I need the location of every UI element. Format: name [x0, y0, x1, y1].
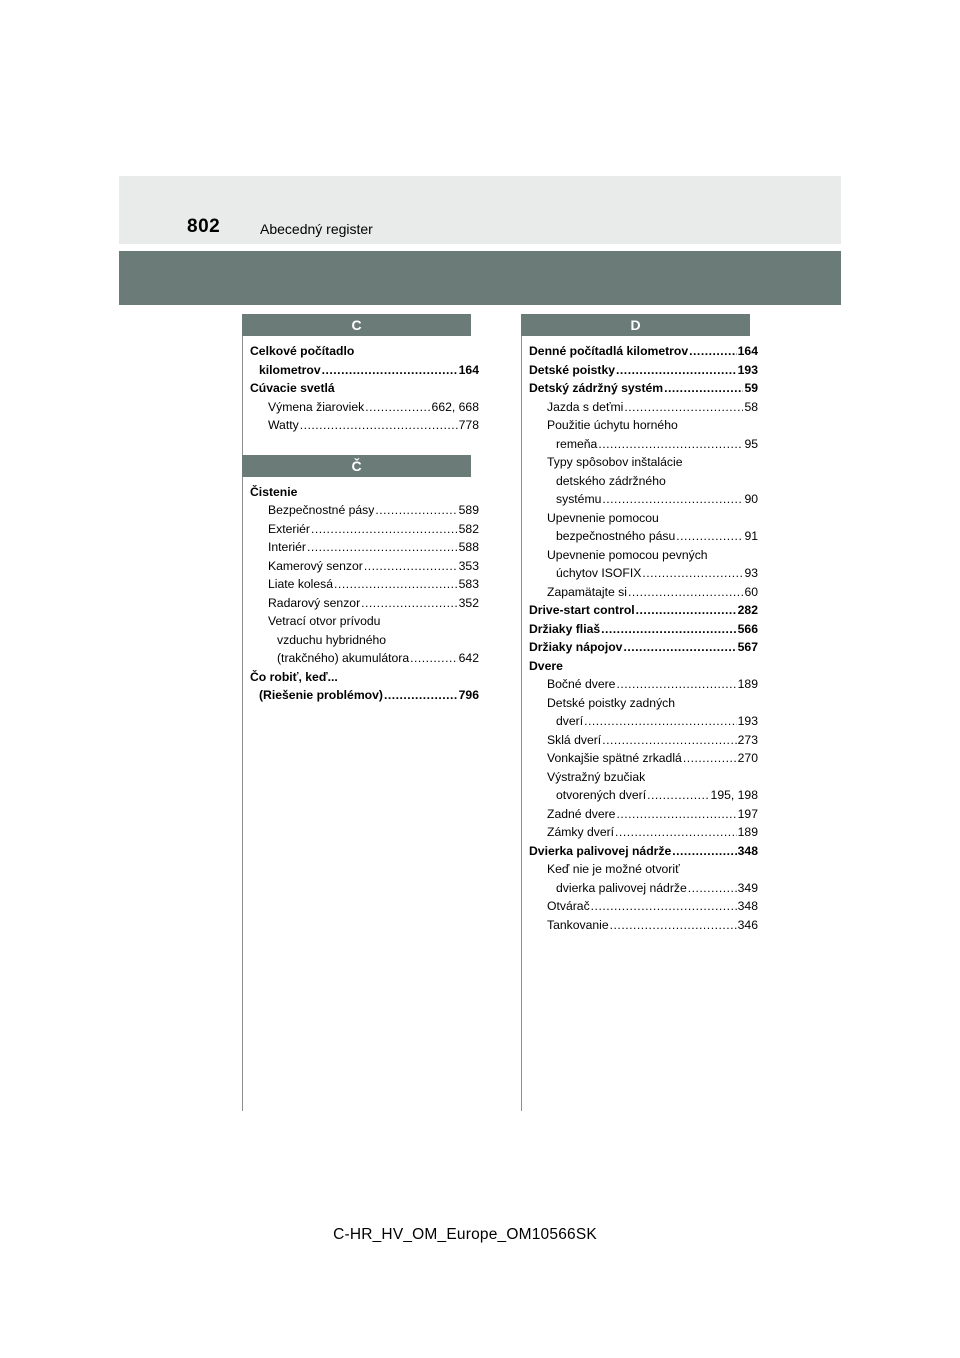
page-number: 802: [187, 216, 221, 237]
dot-leader: [616, 361, 737, 380]
index-entry-term: Použitie úchytu horného: [547, 418, 678, 432]
index-entry: [529, 527, 758, 546]
index-entry-page: 60: [744, 584, 758, 599]
index-entry: [250, 538, 479, 557]
index-entry-term: Cúvacie svetlá: [250, 381, 335, 395]
index-entry-term: Čo robiť, keď...: [250, 669, 338, 684]
index-entry-page: 59: [744, 381, 758, 395]
index-entry-page: 273: [737, 732, 758, 747]
index-column-left: [250, 314, 479, 705]
index-entry: [529, 472, 758, 491]
index-entry: [250, 612, 479, 631]
index-entry-page: 197: [737, 806, 758, 821]
index-entry-term: dvierka palivovej nádrže: [556, 880, 687, 895]
index-entry: [250, 649, 479, 668]
dot-leader: [365, 398, 430, 417]
index-entry: [529, 638, 758, 657]
index-entry: [250, 361, 479, 380]
index-entry: [529, 620, 758, 639]
dot-leader: [615, 823, 737, 842]
index-entry: [250, 520, 479, 539]
index-entry-page: 91: [744, 529, 758, 543]
index-entry-page: 583: [458, 577, 479, 591]
index-entry: [250, 379, 479, 398]
dot-leader: [610, 916, 737, 935]
index-entry: [529, 398, 758, 417]
index-entry: [250, 668, 479, 687]
index-entry-term: Kamerový senzor: [268, 558, 363, 573]
dot-leader: [598, 435, 743, 454]
index-entry-term: Drive-start control: [529, 603, 635, 617]
dot-leader: [591, 897, 737, 916]
right-column-rule: [521, 314, 522, 1111]
dot-leader: [322, 361, 458, 380]
index-entry-list: [529, 336, 758, 934]
index-entry-page: 189: [737, 825, 758, 839]
index-entry: [250, 501, 479, 520]
index-entry-page: 270: [737, 751, 758, 765]
index-entry-page: 348: [737, 843, 758, 858]
index-entry: [529, 786, 758, 805]
index-entry: [250, 557, 479, 576]
dot-leader: [584, 712, 737, 731]
index-entry: [529, 342, 758, 361]
index-entry-page: 589: [458, 503, 479, 517]
index-entry: [529, 879, 758, 898]
index-entry-term: Zadné dvere: [547, 806, 616, 821]
index-entry-page: 95: [744, 436, 758, 451]
index-entry-term: Dvere: [529, 658, 563, 673]
index-entry-term: Bezpečnostné pásy: [268, 503, 375, 517]
index-entry-term: Detské poistky zadných: [547, 695, 676, 710]
index-entry: [529, 694, 758, 713]
index-entry-term: kilometrov: [259, 362, 321, 377]
dot-leader: [601, 620, 737, 639]
index-entry-term: Vonkajšie spätné zrkadlá: [547, 751, 682, 765]
index-entry: [250, 575, 479, 594]
index-entry-term: Jazda s deťmi: [547, 399, 624, 414]
index-entry: [250, 594, 479, 613]
index-entry-term: Vetrací otvor prívodu: [268, 614, 381, 628]
index-entry-term: Watty: [268, 418, 299, 432]
index-entry: [529, 564, 758, 583]
index-entry-page: 353: [458, 558, 479, 573]
index-entry-term: Liate kolesá: [268, 577, 334, 591]
page-title: Abecedný register: [260, 221, 373, 237]
index-entry-term: Upevnenie pomocou: [547, 510, 659, 525]
left-column-rule: [242, 314, 243, 1111]
index-entry: [529, 657, 758, 676]
dot-leader: [676, 527, 743, 546]
index-entry: [529, 712, 758, 731]
section-letter-header: D: [521, 314, 750, 336]
index-entry-term: Upevnenie pomocou pevných: [547, 547, 708, 562]
index-entry-term: Držiaky nápojov: [529, 640, 623, 654]
header-band: [119, 176, 841, 244]
dot-leader: [375, 501, 457, 520]
dot-leader: [672, 842, 736, 861]
index-entry: [250, 342, 479, 361]
index-entry-term: Otvárač: [547, 899, 590, 913]
index-entry: [250, 398, 479, 417]
dot-leader: [624, 398, 743, 417]
dot-leader: [623, 638, 736, 657]
index-entry-page: 189: [737, 677, 758, 691]
index-entry-term: Interiér: [268, 540, 306, 554]
section-letter-header: C: [242, 314, 471, 336]
dot-leader: [683, 749, 737, 768]
index-entry-page: 58: [744, 399, 758, 414]
index-entry-list: [250, 477, 479, 705]
index-entry-page: 662, 668: [431, 399, 479, 414]
dot-leader: [616, 675, 736, 694]
index-entry: [529, 860, 758, 879]
index-entry-term: Držiaky fliaš: [529, 621, 601, 636]
index-entry: [250, 416, 479, 435]
index-entry-term: otvorených dverí: [556, 788, 647, 802]
dot-leader: [361, 594, 458, 613]
index-entry-term: úchytov ISOFIX: [556, 566, 642, 580]
index-entry: [529, 490, 758, 509]
index-entry-term: Sklá dverí: [547, 732, 602, 747]
index-entry: [529, 509, 758, 528]
index-entry-term: Denné počítadlá kilometrov: [529, 344, 689, 358]
index-entry-page: 642: [458, 651, 479, 665]
document-code: C-HR_HV_OM_Europe_OM10566SK: [333, 1226, 597, 1243]
index-entry-term: Dvierka palivovej nádrže: [529, 843, 672, 858]
index-entry-page: 588: [458, 540, 479, 554]
dot-leader: [364, 557, 458, 576]
index-entry: [529, 823, 758, 842]
index-column-right: [529, 314, 758, 934]
index-entry: [529, 601, 758, 620]
index-entry: [529, 435, 758, 454]
index-entry: [529, 675, 758, 694]
index-entry: [529, 546, 758, 565]
index-entry-page: 778: [458, 418, 479, 432]
index-entry-term: dverí: [556, 714, 584, 728]
index-entry: [529, 768, 758, 787]
index-entry-page: 193: [737, 362, 758, 377]
index-entry: [529, 842, 758, 861]
dot-leader: [300, 416, 458, 435]
dot-leader: [616, 805, 736, 824]
dot-leader: [602, 490, 743, 509]
index-entry-term: Čistenie: [250, 484, 298, 499]
index-entry: [529, 416, 758, 435]
index-entry-page: 582: [458, 521, 479, 536]
index-entry-term: (Riešenie problémov): [259, 688, 383, 702]
dot-leader: [410, 649, 458, 668]
index-entry-page: 346: [737, 917, 758, 932]
index-entry-term: Tankovanie: [547, 917, 609, 932]
index-entry: [529, 731, 758, 750]
index-entry-page: 164: [458, 362, 479, 377]
section-band: [119, 251, 841, 305]
dot-leader: [688, 879, 737, 898]
dot-leader: [647, 786, 709, 805]
index-entry-term: detského zádržného: [556, 473, 666, 488]
index-entry-term: Bočné dvere: [547, 677, 616, 691]
index-entry-term: (trakčného) akumulátora: [277, 651, 410, 665]
index-entry: [529, 361, 758, 380]
index-entry: [529, 916, 758, 935]
index-entry: [529, 805, 758, 824]
index-entry-term: Zapamätajte si: [547, 584, 627, 599]
index-entry-page: 348: [737, 899, 758, 913]
index-entry-page: 90: [744, 492, 758, 506]
index-entry-page: 349: [737, 880, 758, 895]
dot-leader: [636, 601, 737, 620]
index-entry: [529, 583, 758, 602]
dot-leader: [642, 564, 743, 583]
index-entry-page: 193: [737, 714, 758, 728]
index-entry-term: vzduchu hybridného: [277, 632, 387, 647]
dot-leader: [602, 731, 736, 750]
dot-leader: [334, 575, 458, 594]
index-entry: [529, 749, 758, 768]
index-entry-term: Detské poistky: [529, 362, 616, 377]
dot-leader: [307, 538, 458, 557]
index-entry-term: Výstražný bzučiak: [547, 769, 646, 784]
dot-leader: [689, 342, 737, 361]
index-entry-term: Celkové počítadlo: [250, 344, 355, 358]
index-entry-term: remeňa: [556, 436, 598, 451]
index-entry-page: 796: [458, 688, 479, 702]
index-entry-term: Typy spôsobov inštalácie: [547, 455, 683, 469]
index-entry-term: Keď nie je možné otvoriť: [547, 862, 680, 876]
section-gap: [250, 435, 479, 455]
dot-leader: [384, 686, 458, 705]
index-entry-term: Exteriér: [268, 521, 310, 536]
index-entry-page: 352: [458, 595, 479, 610]
index-entry-term: Výmena žiaroviek: [268, 399, 365, 414]
index-entry: [529, 379, 758, 398]
index-entry: [250, 483, 479, 502]
dot-leader: [664, 379, 743, 398]
index-entry-term: bezpečnostného pásu: [556, 529, 676, 543]
index-entry-term: systému: [556, 492, 602, 506]
index-entry-page: 282: [737, 603, 758, 617]
index-entry-page: 93: [744, 566, 758, 580]
index-entry-page: 567: [737, 640, 758, 654]
index-entry-page: 164: [737, 344, 758, 358]
dot-leader: [628, 583, 744, 602]
dot-leader: [311, 520, 458, 539]
section-letter-header: Č: [242, 455, 471, 477]
index-entry: [529, 897, 758, 916]
index-entry-term: Radarový senzor: [268, 595, 361, 610]
index-entry: [250, 686, 479, 705]
index-entry-list: [250, 336, 479, 435]
index-entry: [250, 631, 479, 650]
index-entry-page: 566: [737, 621, 758, 636]
index-entry-page: 195, 198: [710, 788, 758, 802]
index-entry-term: Detský zádržný systém: [529, 381, 664, 395]
index-entry-term: Zámky dverí: [547, 825, 615, 839]
index-entry: [529, 453, 758, 472]
